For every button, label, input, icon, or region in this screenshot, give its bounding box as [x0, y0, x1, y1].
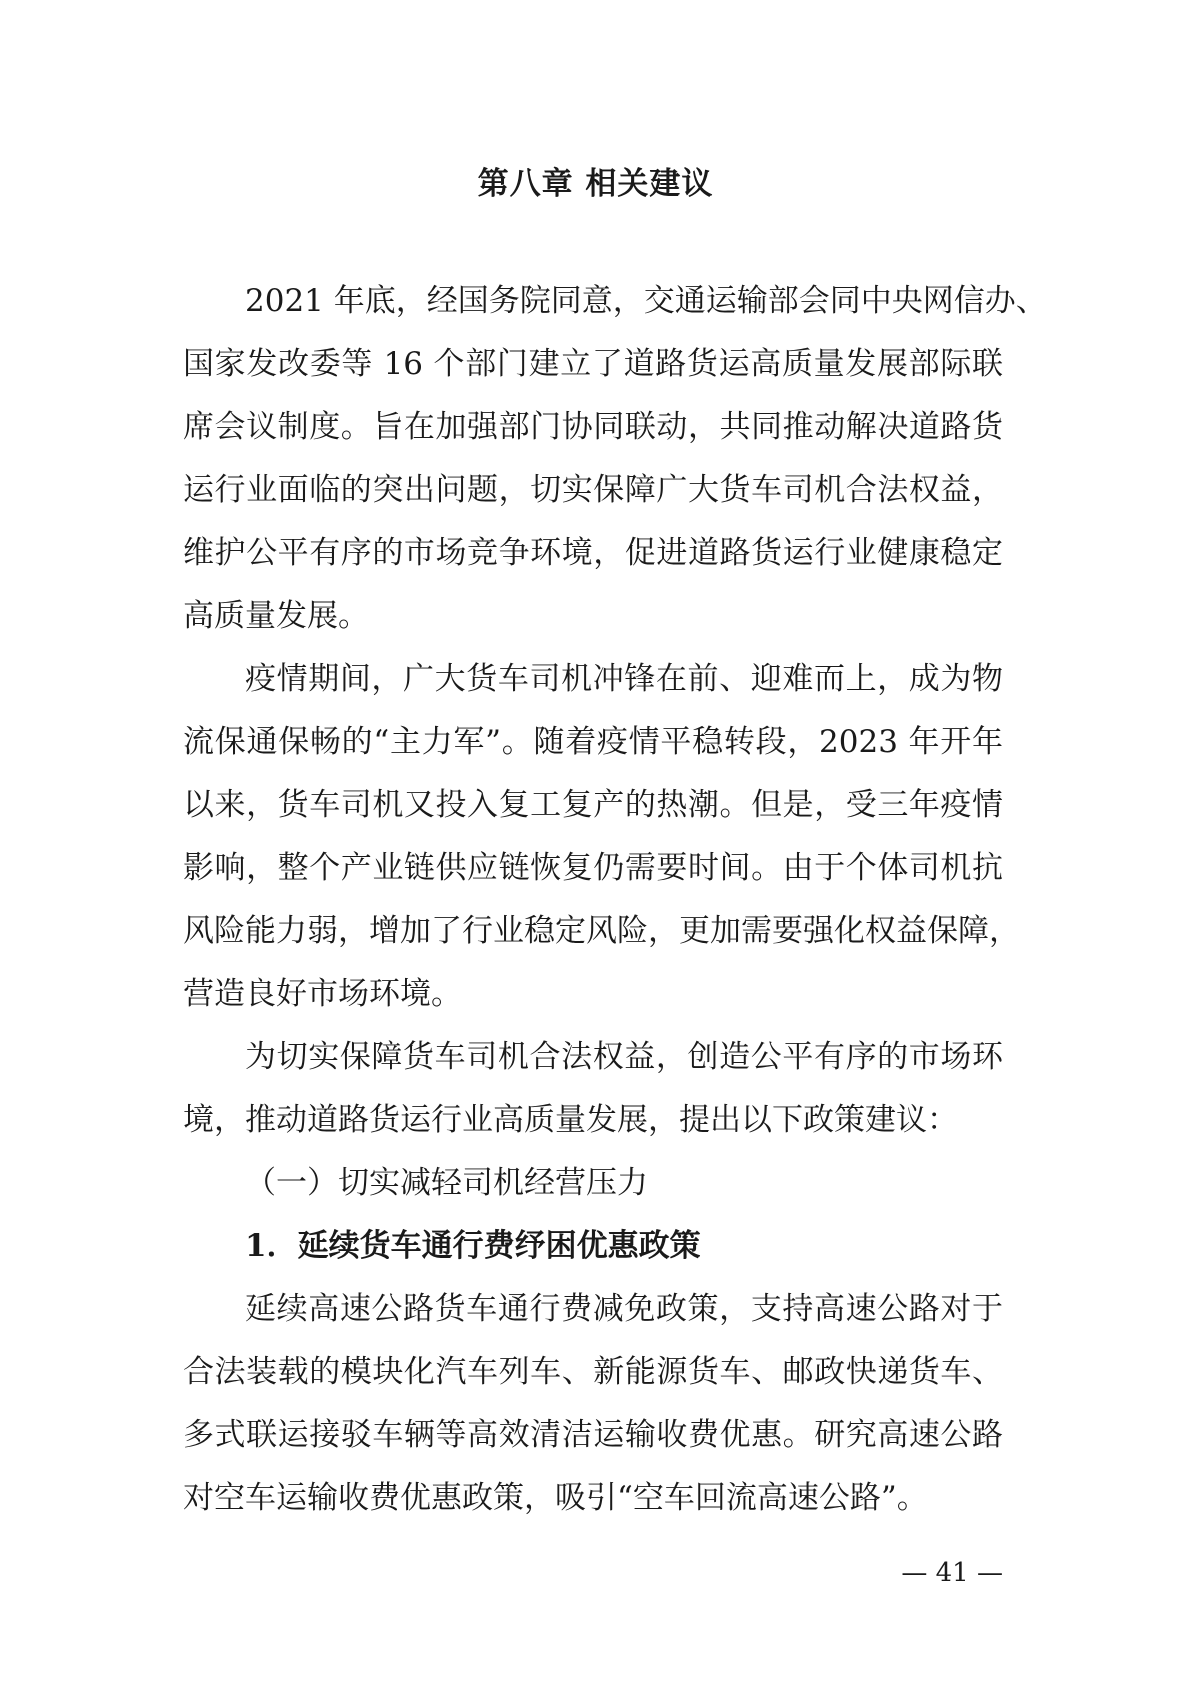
- paragraph-3-line: 境，推动道路货运行业高质量发展，提出以下政策建议：: [183, 1102, 958, 1138]
- section-heading: （一）切实减轻司机经营压力: [245, 1165, 648, 1201]
- paragraph-2-line: 风险能力弱，增加了行业稳定风险，更加需要强化权益保障，: [183, 913, 1020, 949]
- body-text: [183, 270, 1047, 1530]
- paragraph-2-line: 影响，整个产业链供应链恢复仍需要时间。由于个体司机抗: [183, 850, 1003, 886]
- paragraph-1-line: 维护公平有序的市场竞争环境，促进道路货运行业健康稳定: [183, 535, 1003, 571]
- paragraph-2-line: 以来，货车司机又投入复工复产的热潮。但是，受三年疫情: [183, 787, 1003, 823]
- paragraph-1-line: 运行业面临的突出问题，切实保障广大货车司机合法权益，: [183, 472, 1003, 508]
- paragraph-1-line: 2021 年底，经国务院同意，交通运输部会同中央网信办、: [245, 283, 1047, 319]
- paragraph-1-line: 席会议制度。旨在加强部门协同联动，共同推动解决道路货: [183, 409, 1003, 445]
- paragraph-2-line: 流保通保畅的“主力军”。随着疫情平稳转段，2023 年开年: [183, 724, 1003, 760]
- chapter-title: 第八章 相关建议: [477, 166, 714, 202]
- paragraph-3-line: 为切实保障货车司机合法权益，创造公平有序的市场环: [245, 1039, 1003, 1075]
- paragraph-1-line: 高质量发展。: [183, 598, 369, 634]
- page-number: — 41 —: [901, 1558, 1003, 1588]
- final-paragraph-line: 多式联运接驳车辆等高效清洁运输收费优惠。研究高速公路: [183, 1417, 1003, 1453]
- paragraph-1-line: 国家发改委等 16 个部门建立了道路货运高质量发展部际联: [183, 346, 1003, 382]
- paragraph-2-line: 疫情期间，广大货车司机冲锋在前、迎难而上，成为物: [245, 661, 1003, 697]
- final-paragraph-line: 对空车运输收费优惠政策，吸引“空车回流高速公路”。: [183, 1480, 928, 1516]
- subsection-heading: 1．延续货车通行费纾困优惠政策: [245, 1228, 701, 1264]
- final-paragraph-line: 合法装载的模块化汽车列车、新能源货车、邮政快递货车、: [183, 1354, 1003, 1390]
- paragraph-2-line: 营造良好市场环境。: [183, 976, 462, 1012]
- final-paragraph-line: 延续高速公路货车通行费减免政策，支持高速公路对于: [245, 1291, 1003, 1327]
